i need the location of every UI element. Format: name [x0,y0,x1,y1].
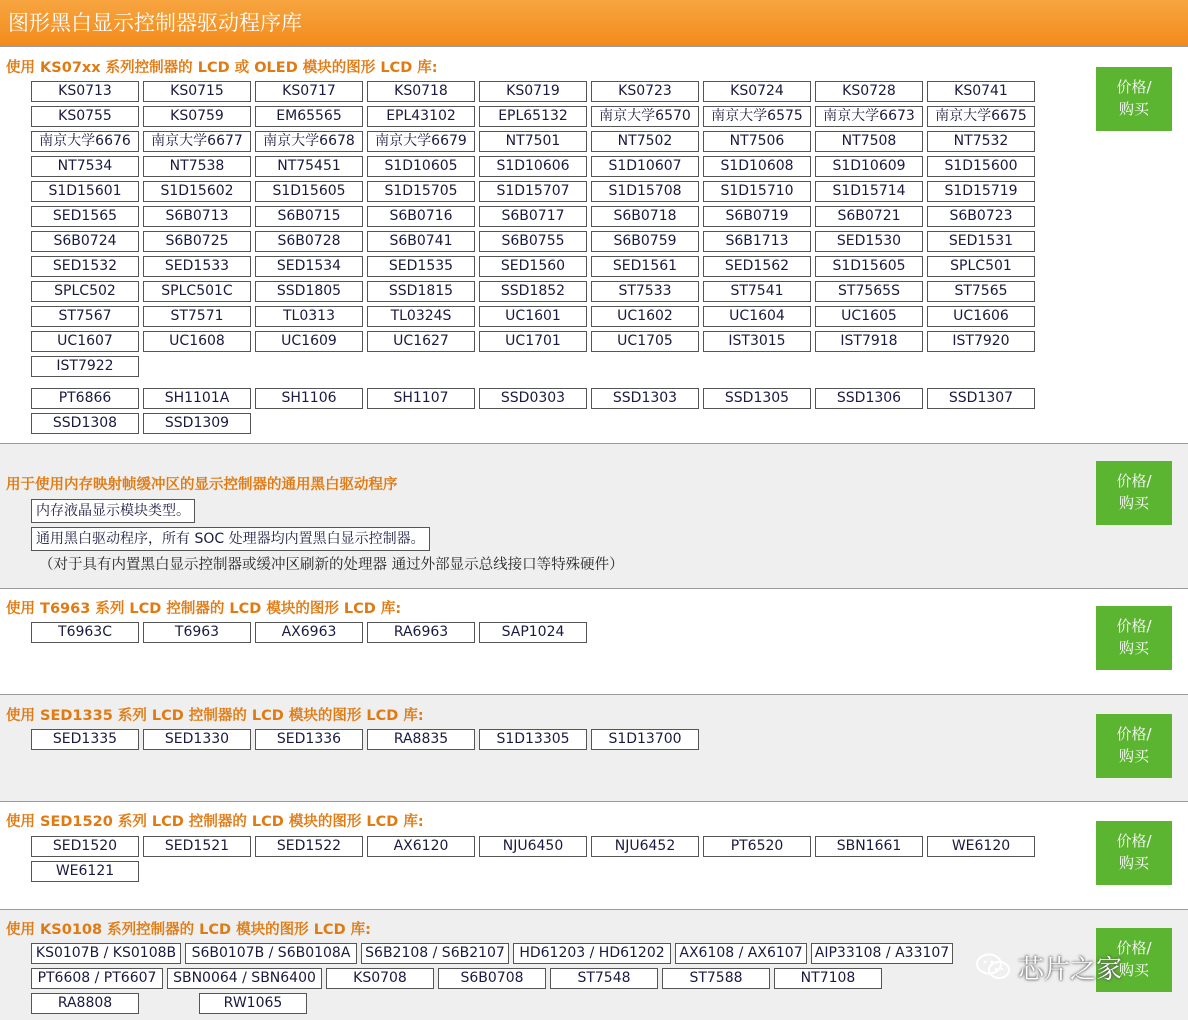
controller-chip[interactable]: S1D15605 [255,181,363,202]
controller-chip[interactable]: HD61203 / HD61202 [513,943,671,964]
controller-chip[interactable]: S1D13305 [479,729,587,750]
controller-chip[interactable]: 内存液晶显示模块类型。 [31,499,195,523]
controller-chip[interactable]: UC1627 [367,331,475,352]
controller-chip[interactable]: T6963C [31,622,139,643]
controller-chip[interactable]: NT7538 [143,156,251,177]
controller-chip[interactable]: 南京大学6679 [367,131,475,152]
controller-chip[interactable]: SSD1805 [255,281,363,302]
controller-chip[interactable]: S1D13700 [591,729,699,750]
controller-chip[interactable]: S6B0713 [143,206,251,227]
section-ks07xx [0,46,1188,443]
controller-chip[interactable]: ST7567 [31,306,139,327]
controller-chip[interactable]: T6963 [143,622,251,643]
section-title: 使用 T6963 系列 LCD 控制器的 LCD 模块的图形 LCD 库: [6,601,402,617]
controller-chip[interactable]: S6B0728 [255,231,363,252]
section-t6963 [0,588,1188,694]
controller-chip[interactable]: S6B0724 [31,231,139,252]
controller-chip[interactable]: SED1336 [255,729,363,750]
controller-chip[interactable]: SED1532 [31,256,139,277]
controller-chip[interactable]: IST7922 [31,356,139,377]
controller-chip[interactable]: RA8835 [367,729,475,750]
buy-label-price: 价格/ [1116,939,1152,957]
controller-chip[interactable]: SSD1306 [815,388,923,409]
controller-chip[interactable]: SED1330 [143,729,251,750]
controller-chip[interactable]: S1D15600 [927,156,1035,177]
controller-chip[interactable]: KS0755 [31,106,139,127]
controller-chip[interactable]: AX6108 / AX6107 [675,943,807,964]
controller-chip[interactable]: S6B0708 [438,968,546,989]
controller-grid [31,81,1041,381]
section-title: 使用 SED1520 系列 LCD 控制器的 LCD 模块的图形 LCD 库: [6,814,424,830]
section-generic-driver [0,443,1188,588]
controller-chip[interactable]: RA6963 [367,622,475,643]
controller-chip[interactable]: NT7502 [591,131,699,152]
controller-chip[interactable]: SSD1305 [703,388,811,409]
controller-chip[interactable]: KS0728 [815,81,923,102]
controller-chip[interactable]: PT6866 [31,388,139,409]
controller-chip[interactable]: SED1565 [31,206,139,227]
controller-chip[interactable]: 南京大学6673 [815,106,923,127]
controller-chip[interactable]: KS0107B / KS0108B [31,943,181,964]
controller-chip[interactable]: S1D15710 [703,181,811,202]
controller-chip[interactable]: SSD0303 [479,388,587,409]
section-title: 用于使用内存映射帧缓冲区的显示控制器的通用黑白驱动程序 [6,477,398,493]
controller-chip[interactable]: S1D10608 [703,156,811,177]
page-header [0,0,1188,46]
controller-chip[interactable]: S1D15707 [479,181,587,202]
controller-chip[interactable]: KS0717 [255,81,363,102]
controller-chip[interactable]: WE6120 [927,836,1035,857]
controller-chip[interactable]: SPLC501C [143,281,251,302]
controller-chip[interactable]: UC1605 [815,306,923,327]
controller-chip[interactable]: AIP33108 / A33107 [811,943,953,964]
controller-chip[interactable]: SED1534 [255,256,363,277]
controller-chip[interactable]: NT7532 [927,131,1035,152]
controller-chip[interactable]: S6B0107B / S6B0108A [185,943,357,964]
controller-chip[interactable]: NT7501 [479,131,587,152]
controller-chip[interactable]: SED1561 [591,256,699,277]
controller-chip[interactable]: UC1609 [255,331,363,352]
controller-chip[interactable]: UC1607 [31,331,139,352]
hardware-note: （对于具有内置黑白显示控制器或缓冲区刷新的处理器 通过外部显示总线接口等特殊硬件） [39,557,624,573]
section-title: 使用 KS0108 系列控制器的 LCD 模块的图形 LCD 库: [6,922,371,938]
controller-chip[interactable]: S6B0725 [143,231,251,252]
controller-chip[interactable]: 南京大学6675 [927,106,1035,127]
controller-chip[interactable]: NT7508 [815,131,923,152]
controller-chip[interactable]: S6B1713 [703,231,811,252]
controller-chip[interactable]: S6B0717 [479,206,587,227]
controller-chip[interactable]: SED1533 [143,256,251,277]
controller-chip[interactable]: SBN1661 [815,836,923,857]
controller-chip[interactable]: S1D15714 [815,181,923,202]
controller-chip[interactable]: AX6120 [367,836,475,857]
controller-chip[interactable]: S6B0741 [367,231,475,252]
controller-chip[interactable]: SPLC502 [31,281,139,302]
controller-chip[interactable]: 通用黑白驱动程序，所有 SOC 处理器均内置黑白显示控制器。 [31,527,430,551]
controller-chip[interactable]: IST3015 [703,331,811,352]
controller-chip[interactable]: SSD1307 [927,388,1035,409]
controller-chip[interactable]: 南京大学6678 [255,131,363,152]
controller-chip[interactable]: SED1531 [927,231,1035,252]
controller-chip[interactable]: KS0723 [591,81,699,102]
controller-chip[interactable]: S6B0759 [591,231,699,252]
controller-chip[interactable]: ST7571 [143,306,251,327]
buy-label-purchase: 购买 [1118,854,1149,872]
controller-chip[interactable]: SED1520 [31,836,139,857]
buy-label-price: 价格/ [1116,472,1152,490]
wechat-icon [976,953,1010,981]
controller-chip[interactable]: IST7918 [815,331,923,352]
buy-button[interactable] [1096,821,1172,885]
controller-chip[interactable]: ST7548 [550,968,658,989]
buy-button[interactable] [1096,606,1172,670]
controller-grid [31,943,1031,1018]
buy-label-purchase: 购买 [1118,100,1149,118]
controller-chip[interactable]: ST7565 [927,281,1035,302]
controller-chip[interactable]: KS0708 [326,968,434,989]
controller-chip[interactable]: PT6520 [703,836,811,857]
controller-chip[interactable]: ST7541 [703,281,811,302]
controller-chip[interactable]: SED1562 [703,256,811,277]
controller-chip[interactable]: S6B0721 [815,206,923,227]
controller-chip[interactable]: S1D10606 [479,156,587,177]
controller-chip[interactable]: WE6121 [31,861,139,882]
controller-chip[interactable]: SSD1815 [367,281,475,302]
controller-chip[interactable]: SAP1024 [479,622,587,643]
controller-chip[interactable]: KS0759 [143,106,251,127]
controller-chip[interactable]: KS0713 [31,81,139,102]
controller-chip[interactable]: TL0324S [367,306,475,327]
controller-chip[interactable]: 南京大学6676 [31,131,139,152]
controller-chip[interactable]: RA8808 [31,993,139,1014]
controller-chip[interactable]: ST7565S [815,281,923,302]
controller-chip[interactable]: S1D15705 [367,181,475,202]
buy-label-purchase: 购买 [1118,639,1149,657]
controller-chip[interactable]: EM65565 [255,106,363,127]
controller-chip[interactable]: NT7506 [703,131,811,152]
buy-button[interactable] [1096,461,1172,525]
controller-chip[interactable]: SED1521 [143,836,251,857]
watermark [976,945,1122,989]
page-title: 图形黑白显示控制器驱动程序库 [8,11,302,35]
controller-chip[interactable]: SSD1303 [591,388,699,409]
controller-chip[interactable]: S1D15602 [143,181,251,202]
controller-chip[interactable]: IST7920 [927,331,1035,352]
controller-chip[interactable]: 南京大学6677 [143,131,251,152]
controller-chip[interactable]: RW1065 [199,993,307,1014]
buy-label-purchase: 购买 [1118,747,1149,765]
controller-chip[interactable]: NT7534 [31,156,139,177]
buy-label-purchase: 购买 [1118,961,1149,979]
controller-chip[interactable]: 南京大学6570 [591,106,699,127]
controller-chip[interactable]: SSD1308 [31,413,139,434]
controller-chip[interactable]: SED1335 [31,729,139,750]
controller-chip[interactable]: SH1101A [143,388,251,409]
controller-chip[interactable]: KS0715 [143,81,251,102]
controller-chip[interactable]: KS0718 [367,81,475,102]
controller-grid [31,622,1041,647]
controller-chip[interactable]: NT75451 [255,156,363,177]
section-title: 使用 SED1335 系列 LCD 控制器的 LCD 模块的图形 LCD 库: [6,708,424,724]
controller-chip[interactable]: SSD1852 [479,281,587,302]
controller-chip[interactable]: KS0741 [927,81,1035,102]
controller-chip[interactable]: S1D10607 [591,156,699,177]
controller-chip[interactable]: SED1530 [815,231,923,252]
controller-chip[interactable]: UC1601 [479,306,587,327]
section-title: 使用 KS07xx 系列控制器的 LCD 或 OLED 模块的图形 LCD 库: [6,60,438,76]
controller-chip[interactable]: NJU6452 [591,836,699,857]
controller-chip[interactable]: 南京大学6575 [703,106,811,127]
controller-chip[interactable]: SH1106 [255,388,363,409]
controller-chip[interactable]: KS0719 [479,81,587,102]
controller-chip[interactable]: EPL65132 [479,106,587,127]
buy-label-price: 价格/ [1116,78,1152,96]
controller-chip[interactable]: S6B0718 [591,206,699,227]
controller-chip[interactable]: TL0313 [255,306,363,327]
controller-chip[interactable]: ST7533 [591,281,699,302]
controller-chip[interactable]: SBN0064 / SBN6400 [167,968,322,989]
controller-chip[interactable]: S6B0723 [927,206,1035,227]
controller-chip[interactable]: UC1606 [927,306,1035,327]
controller-chip[interactable]: S6B2108 / S6B2107 [361,943,509,964]
controller-chip[interactable]: SED1522 [255,836,363,857]
watermark-text: 芯片之家 [1018,954,1123,985]
controller-chip[interactable]: S6B0715 [255,206,363,227]
controller-chip[interactable]: SED1560 [479,256,587,277]
buy-button[interactable] [1096,714,1172,778]
controller-chip[interactable]: S6B0755 [479,231,587,252]
controller-chip[interactable]: EPL43102 [367,106,475,127]
buy-label-price: 价格/ [1116,617,1152,635]
buy-button[interactable] [1096,67,1172,131]
controller-chip[interactable]: NJU6450 [479,836,587,857]
section-sed1520 [0,801,1188,909]
controller-chip[interactable]: ST7588 [662,968,770,989]
controller-chip[interactable]: SSD1309 [143,413,251,434]
controller-chip[interactable]: SH1107 [367,388,475,409]
buy-label-price: 价格/ [1116,725,1152,743]
controller-grid [31,729,1041,754]
controller-grid-oled [31,388,1041,438]
controller-chip[interactable]: SPLC501 [927,256,1035,277]
controller-chip[interactable]: S1D10605 [367,156,475,177]
controller-chip[interactable]: NT7108 [774,968,882,989]
controller-chip[interactable]: S1D10609 [815,156,923,177]
controller-chip[interactable]: UC1602 [591,306,699,327]
controller-chip[interactable]: S1D15605 [815,256,923,277]
buy-label-purchase: 购买 [1118,494,1149,512]
controller-chip[interactable]: UC1701 [479,331,587,352]
controller-chip[interactable]: KS0724 [703,81,811,102]
controller-chip[interactable]: PT6608 / PT6607 [31,968,163,989]
controller-grid [31,836,1041,886]
section-sed1335 [0,694,1188,801]
controller-chip[interactable]: S1D15719 [927,181,1035,202]
controller-chip[interactable]: UC1604 [703,306,811,327]
controller-chip[interactable]: S6B0716 [367,206,475,227]
buy-label-price: 价格/ [1116,832,1152,850]
controller-chip[interactable]: AX6963 [255,622,363,643]
controller-chip[interactable]: SED1535 [367,256,475,277]
controller-chip[interactable]: S1D15601 [31,181,139,202]
controller-chip[interactable]: S1D15708 [591,181,699,202]
controller-chip[interactable]: S6B0719 [703,206,811,227]
controller-chip[interactable]: UC1705 [591,331,699,352]
controller-chip[interactable]: UC1608 [143,331,251,352]
